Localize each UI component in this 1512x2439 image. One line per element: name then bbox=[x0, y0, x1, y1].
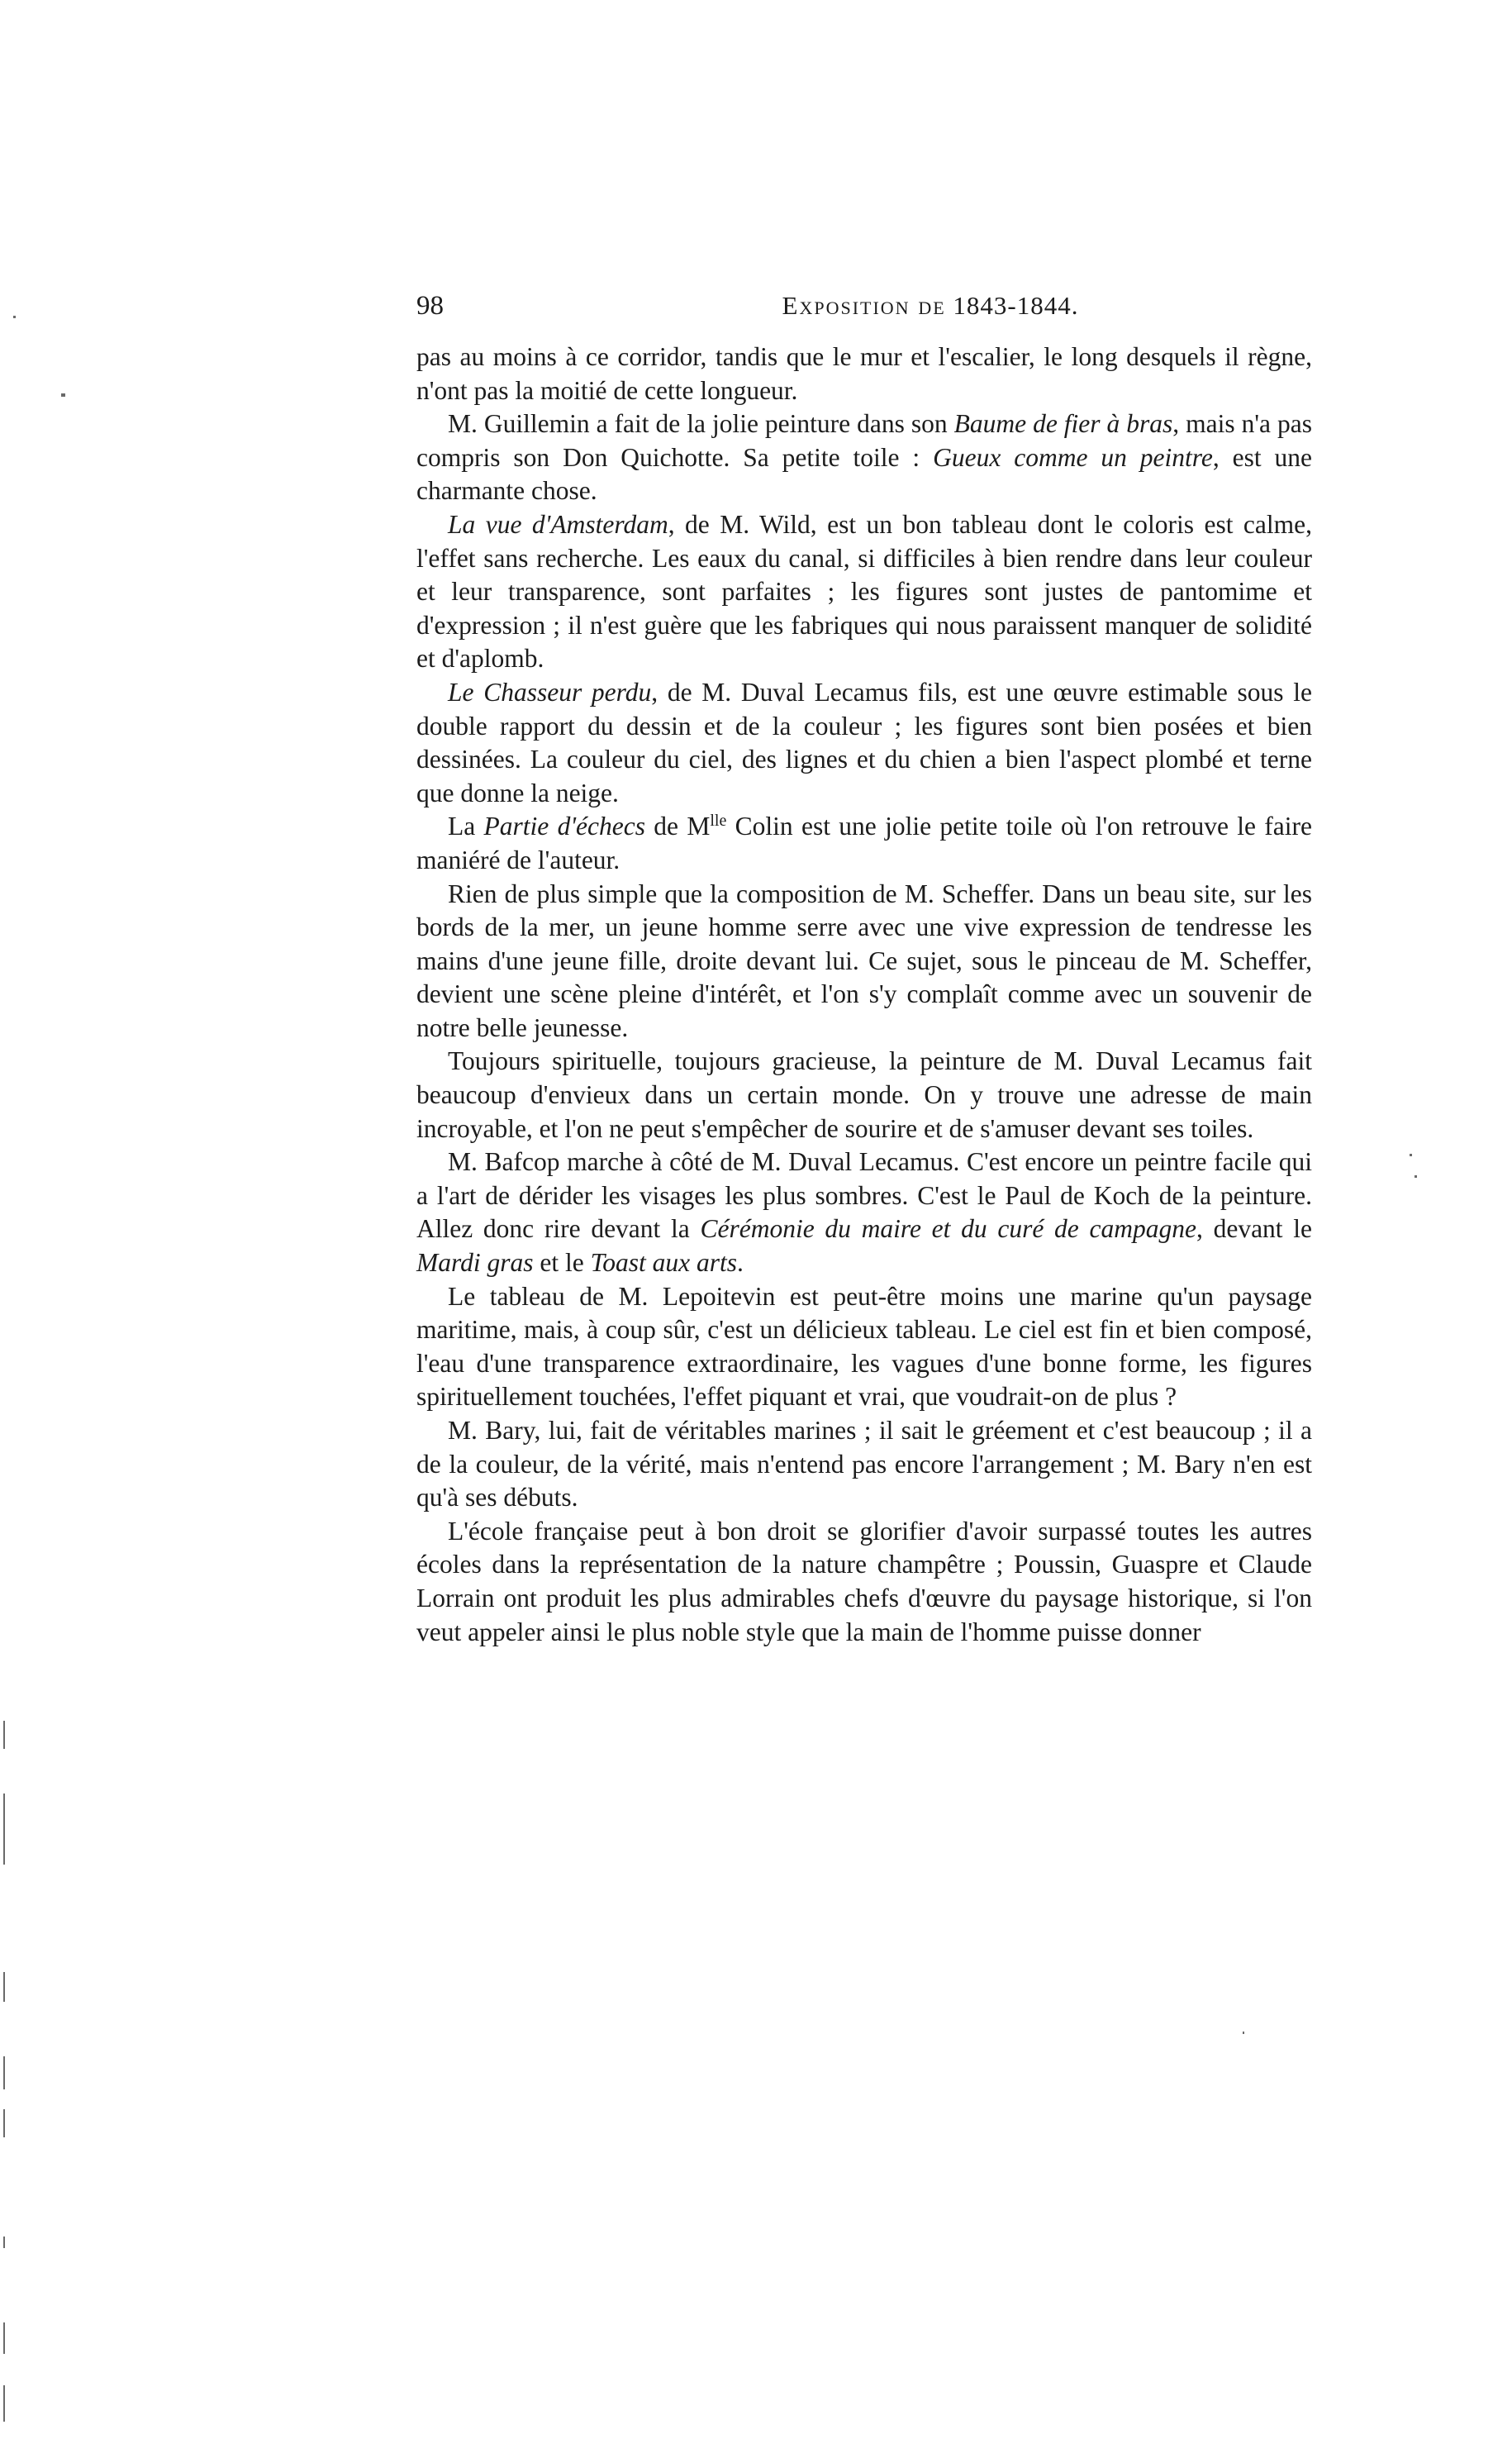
scan-speck bbox=[3, 1721, 5, 1749]
text-run: et le bbox=[533, 1248, 591, 1278]
scan-speck bbox=[3, 2056, 5, 2089]
text-run: Toujours spirituelle, toujours gracieuse, la peinture de M. Duval Lecamus fait beaucoup d'envieux dans un certain monde. On y trouve une adresse de main incroyable, et l'on ne peut s'empêcher de sourire et de s'amuser devant ses toiles. bbox=[416, 1046, 1312, 1143]
text-run: , de M. Duval Lecamus fils, est une œuvre estimable sous le double rapport du dessin et de la couleur ; les figures sont bien posées et bien dessinées. La couleur du ciel, des lignes et du chien a bien l'aspect plombé et terne que donne la neige. bbox=[416, 677, 1312, 807]
page-number: 98 bbox=[416, 291, 444, 321]
scan-speck bbox=[61, 393, 65, 397]
italic-title: Baume de fier à bras bbox=[953, 409, 1173, 439]
text-run: La bbox=[448, 812, 484, 841]
italic-title: Partie d'échecs bbox=[483, 812, 645, 841]
running-title-prefix: Exposition de bbox=[782, 291, 946, 320]
superscript: lle bbox=[710, 812, 727, 831]
scan-speck bbox=[3, 1972, 5, 2002]
text-run: Le tableau de M. Lepoitevin est peut-être moins une marine qu'un paysage maritime, mais, à coup sûr, c'est un délicieux tableau. Le ciel est fin et bien composé, l'eau d'une transparence extraordinaire, les vagues d'une bonne forme, les figures spirituellement touchées, l'effet piquant et vrai, que voudrait-on de plus ? bbox=[416, 1281, 1312, 1412]
italic-title: Mardi gras bbox=[416, 1248, 534, 1278]
body-text bbox=[416, 341, 1312, 1649]
scan-speck bbox=[3, 2385, 5, 2422]
text-run: , de M. Wild, est un bon tableau dont le coloris est calme, l'effet sans recherche. Les eaux du canal, si difficiles à bien rendre dans leur couleur et leur transparence, sont parfaites ; les figures sont justes de pantomime et d'expression ; il n'est guère que les fabriques qui nous paraissent manquer de solidité et d'aplomb. bbox=[416, 509, 1312, 674]
text-run: . bbox=[736, 1248, 744, 1278]
text-run: de M bbox=[645, 812, 711, 841]
paragraph bbox=[416, 407, 1312, 508]
text-run: Colin est une jolie petite toile où l'on retrouve le faire maniéré de l'auteur. bbox=[416, 812, 1312, 874]
scan-speck bbox=[13, 316, 16, 318]
running-title bbox=[549, 291, 1312, 321]
text-run: Rien de plus simple que la composition de M. Scheffer. Dans un beau site, sur les bords de la mer, un jeune homme serre avec une vive expression de tendresse les mains d'une jeune fille, droite devant lui. Ce sujet, sous le pinceau de M. Scheffer, devient une scène pleine d'intérêt, et l'on s'y complaît comme avec un souvenir de notre belle jeunesse. bbox=[416, 879, 1312, 1042]
scan-speck bbox=[1410, 1154, 1412, 1156]
italic-title: Toast aux arts bbox=[590, 1248, 737, 1278]
paragraph bbox=[416, 1515, 1312, 1649]
italic-title: La vue d'Amsterdam bbox=[448, 509, 668, 539]
paragraph bbox=[416, 676, 1312, 810]
paragraph bbox=[416, 878, 1312, 1046]
italic-title: Le Chasseur perdu bbox=[448, 677, 652, 707]
italic-title: Cérémonie du maire et du curé de campagne bbox=[700, 1214, 1196, 1244]
text-run: , devant le bbox=[1196, 1214, 1313, 1244]
paragraph bbox=[416, 1280, 1312, 1414]
paragraph bbox=[416, 1414, 1312, 1515]
text-run: , est une charmante chose. bbox=[416, 442, 1312, 506]
scan-speck bbox=[3, 1794, 5, 1865]
scan-speck bbox=[3, 2109, 5, 2137]
text-run: M. Bafcop marche à côté de M. Duval Lecamus. C'est encore un peintre facile qui a l'art de dérider les visages les plus sombres. C'est le Paul de Koch de la peinture. Allez donc rire devant la bbox=[416, 1147, 1312, 1244]
text-run: L'école française peut à bon droit se glorifier d'avoir surpassé toutes les autres écoles dans la représentation de la nature champêtre ; Poussin, Guaspre et Claude Lorrain ont produit les plus admirables chefs d'œuvre du paysage historique, si l'on veut appeler ainsi le plus noble style que la main de l'homme puisse donner bbox=[416, 1516, 1312, 1646]
scan-speck bbox=[3, 2237, 5, 2248]
paragraph bbox=[416, 341, 1312, 407]
scan-speck bbox=[1415, 1175, 1417, 1178]
running-header bbox=[416, 291, 1312, 332]
scan-speck bbox=[1243, 2032, 1244, 2034]
text-run: pas au moins à ce corridor, tandis que le mur et l'escalier, le long desquels il règne, n'ont pas la moitié de cette longueur. bbox=[416, 342, 1312, 405]
paragraph bbox=[416, 1146, 1312, 1279]
running-title-years: 1843-1844. bbox=[953, 291, 1079, 320]
paragraph bbox=[416, 1045, 1312, 1146]
text-run: , mais n'a pas compris son Don Quichotte. Sa petite toile : bbox=[416, 409, 1313, 472]
scan-speck bbox=[3, 2322, 5, 2354]
text-run: M. Bary, lui, fait de véritables marines ; il sait le gréement et c'est beaucoup ; il a de la couleur, de la vérité, mais n'entend pas encore l'arrangement ; M. Bary n'en est qu'à ses débuts. bbox=[416, 1416, 1312, 1512]
paragraph bbox=[416, 508, 1312, 676]
italic-title: Gueux comme un peintre bbox=[933, 442, 1213, 472]
text-run: M. Guillemin a fait de la jolie peinture dans son bbox=[448, 409, 954, 439]
paragraph bbox=[416, 810, 1312, 877]
